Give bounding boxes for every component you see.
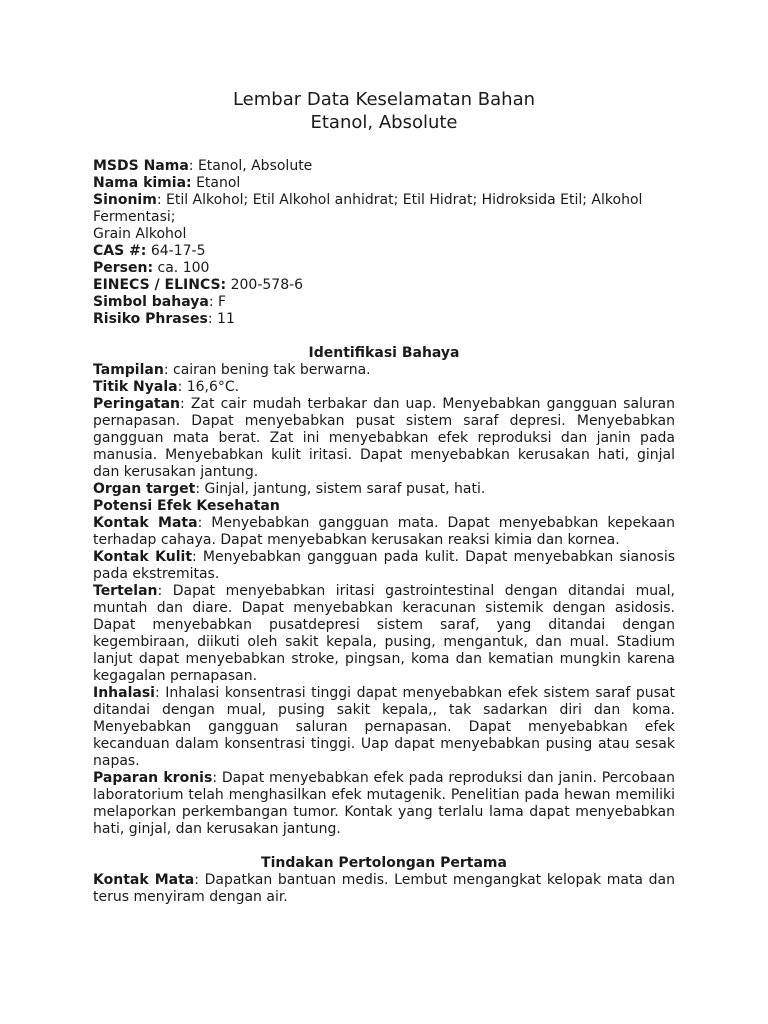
spacer: [93, 838, 675, 855]
first-aid-section: [93, 855, 675, 906]
section-heading-hazard: Identifikasi Bahaya: [308, 345, 460, 361]
info-line-hazard-symbol: Simbol bahaya: F: [93, 294, 227, 310]
info-line-einecs: EINECS / ELINCS: 200-578-6: [93, 277, 304, 293]
hazard-target-organs: Organ target: Ginjal, jantung, sistem saraf pusat, hati.: [93, 481, 486, 497]
hazard-chronic-exposure: Paparan kronis: Dapat menyebabkan efek pada reproduksi dan janin. Percobaan laboratorium telah menghasilkan efek mutagenik. Penelitian pada hewan memiliki melaporkan perkembangan tumor. Kontak yang terlalu lama dapat menyebabkan hati, ginjal, dan kerusakan jantung.: [93, 770, 675, 837]
section-heading-first-aid: Tindakan Pertolongan Pertama: [261, 855, 507, 871]
spacer: [93, 328, 675, 345]
title-line-2: Etanol, Absolute: [310, 112, 458, 133]
info-line-cas: CAS #: 64-17-5: [93, 243, 206, 259]
info-line-risk-phrases: Risiko Phrases: 11: [93, 311, 235, 327]
info-line-chemical-name: Nama kimia: Etanol: [93, 175, 241, 191]
hazard-identification-section: [93, 345, 675, 838]
title-line-1: Lembar Data Keselamatan Bahan: [232, 89, 536, 110]
first-aid-eye-contact: Kontak Mata: Dapatkan bantuan medis. Lembut mengangkat kelopak mata dan terus menyiram dengan air.: [93, 872, 676, 905]
product-info: [93, 158, 675, 328]
hazard-flash-point: Titik Nyala: 16,6°C.: [93, 379, 240, 395]
hazard-eye-contact: Kontak Mata: Menyebabkan gangguan mata. Dapat menyebabkan kepekaan terhadap cahaya. Dapat menyebabkan kerusakan reaksi kimia dan kornea.: [93, 515, 676, 548]
info-line-msds-name: MSDS Nama: Etanol, Absolute: [93, 158, 313, 174]
hazard-skin-contact: Kontak Kulit: Menyebabkan gangguan pada kulit. Dapat menyebabkan sianosis pada ekstremitas.: [93, 549, 675, 582]
hazard-appearance: Tampilan: cairan bening tak berwarna.: [93, 362, 371, 378]
hazard-inhalation: Inhalasi: Inhalasi konsentrasi tinggi dapat menyebabkan efek sistem saraf pusat ditandai dengan mual, pusing sakit kepala,, tak sadarkan diri dan koma. Menyebabkan gangguan saluran pernapasan. Dapat menyebabkan efek kecanduan dalam konsentrasi tinggi. Uap dapat menyebabkan pusing atau sesak napas.: [93, 685, 675, 769]
hazard-warning: Peringatan: Zat cair mudah terbakar dan uap. Menyebabkan gangguan saluran pernapasan. Dapat menyebabkan pusat sistem saraf depresi. Menyebabkan gangguan mata berat. Zat ini menyebabkan efek reproduksi dan janin pada manusia. Menyebabkan kulit iritasi. Dapat menyebabkan kerusakan hati, ginjal dan kerusakan jantung.: [93, 396, 675, 480]
document-title: [93, 88, 675, 134]
info-line-percent: Persen: ca. 100: [93, 260, 210, 276]
info-line-synonyms-cont: Grain Alkohol: [93, 226, 187, 242]
hazard-ingestion: Tertelan: Dapat menyebabkan iritasi gastrointestinal dengan ditandai mual, muntah dan diare. Dapat menyebabkan keracunan sistemik dengan asidosis. Dapat menyebabkan pusatdepresi sistem saraf, yang ditandai dengan kegembiraan, diikuti oleh sakit kepala, pusing, mengantuk, dan mual. Stadium lanjut dapat menyebabkan stroke, pingsan, koma dan kematian mungkin karena kegagalan pernapasan.: [93, 583, 675, 684]
hazard-health-effects-heading: Potensi Efek Kesehatan: [93, 498, 280, 514]
info-line-synonyms: Sinonim: Etil Alkohol; Etil Alkohol anhidrat; Etil Hidrat; Hidroksida Etil; Alkohol Fermentasi;: [93, 192, 643, 225]
